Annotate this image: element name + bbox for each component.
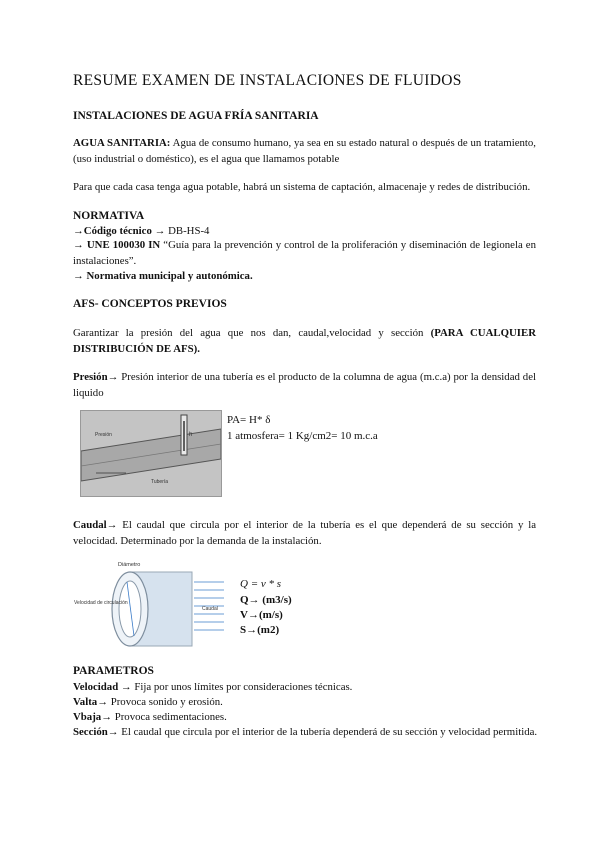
presion-paragraph: [73, 370, 536, 401]
normativa-item-codigo: [73, 224, 209, 239]
document-title: RESUME EXAMEN DE INSTALACIONES DE FLUIDOS: [73, 72, 462, 89]
velocidad-text: → Fija por unos límites por consideraciones técnicas.: [118, 681, 353, 693]
caudal-unit-v: V→(m/s): [240, 609, 283, 621]
parametro-valta: [73, 695, 223, 710]
agua-sanitaria-text: Agua de consumo humano, ya sea en su estado natural o después de un tratamiento, (uso industrial o doméstico), es el agua que llamamos potable: [73, 137, 536, 165]
afs-paragraph: [73, 326, 536, 357]
caudal-text: → El caudal que circula por el interior de la tubería es el que dependerá de su sección y la velocidad. Determinado por la demanda de la instalación.: [73, 519, 536, 547]
presion-text: → Presión interior de una tubería es el producto de la columna de agua (m.c.a) por la densidad del liquido: [73, 371, 536, 399]
presion-formula-1: PA= H* δ: [227, 414, 271, 426]
parametros-heading: PARAMETROS: [73, 665, 154, 677]
arrow-icon: →: [73, 225, 84, 237]
afs-bold-text: (PARA CUALQUIER DISTRIBUCIÓN DE AFS).: [73, 327, 537, 355]
afs-heading: AFS- CONCEPTOS PREVIOS: [73, 298, 227, 310]
codigo-tecnico-text: → DB-HS-4: [151, 225, 210, 237]
pipe-pressure-figure: [80, 410, 222, 497]
pipe-pressure-illustration: [81, 411, 221, 496]
seccion-label: Sección: [73, 726, 108, 738]
caudal-formula: Q = v * s: [240, 578, 282, 590]
vbaja-text: → Provoca sedimentaciones.: [101, 711, 227, 723]
une-text: “Guía para la prevención y control de la proliferación y diseminación de legionela en instalaciones”.: [73, 239, 536, 267]
valta-label: Valta: [73, 696, 98, 708]
pipe-flow-illustration: [74, 558, 234, 654]
une-label: UNE 100030 IN: [86, 239, 161, 251]
afs-text: Garantizar la presión del agua que nos dan, caudal,velocidad y sección: [73, 327, 431, 339]
caudal-paragraph: [73, 518, 536, 549]
fig-label-presion: Presión: [95, 432, 112, 438]
caudal-unit-q: Q→ (m3/s): [240, 594, 292, 606]
fig-label-caudal: Caudal: [202, 606, 218, 612]
normativa-item-municipal: → Normativa municipal y autonómica.: [73, 270, 253, 282]
arrow-icon: →: [73, 239, 87, 251]
velocidad-label: Velocidad: [73, 681, 119, 693]
pipe-flow-figure: [74, 558, 234, 654]
caudal-unit-s: S→(m2): [240, 624, 280, 636]
normativa-heading: NORMATIVA: [73, 210, 145, 222]
normativa-item-une: [73, 238, 536, 269]
agua-sanitaria-label: AGUA SANITARIA:: [73, 137, 171, 149]
codigo-tecnico-label: Código técnico: [83, 225, 152, 237]
parametro-velocidad: [73, 680, 352, 695]
section-heading-agua-fria: INSTALACIONES DE AGUA FRÍA SANITARIA: [73, 110, 319, 122]
fig-label-tuberia: Tubería: [151, 479, 169, 485]
caudal-label: Caudal: [73, 519, 107, 531]
presion-label: Presión: [73, 371, 108, 383]
valta-text: → Provoca sonido y erosión.: [97, 696, 223, 708]
fig-label-h: h: [189, 432, 193, 438]
vbaja-label: Vbaja: [73, 711, 102, 723]
presion-formula-2: 1 atmosfera= 1 Kg/cm2= 10 m.c.a: [227, 430, 378, 442]
seccion-text: → El caudal que circula por el interior de la tubería dependerá de su sección y velocidad permitida.: [107, 726, 538, 738]
fig-label-velocidad: Velocidad de circulación: [74, 600, 128, 606]
parametro-seccion: [73, 725, 537, 740]
agua-sanitaria-paragraph: [73, 136, 536, 167]
parametro-vbaja: [73, 710, 227, 725]
fig-label-diametro: Diámetro: [118, 562, 141, 568]
casa-paragraph: Para que cada casa tenga agua potable, habrá un sistema de captación, almacenaje y redes de distribución.: [73, 181, 531, 193]
